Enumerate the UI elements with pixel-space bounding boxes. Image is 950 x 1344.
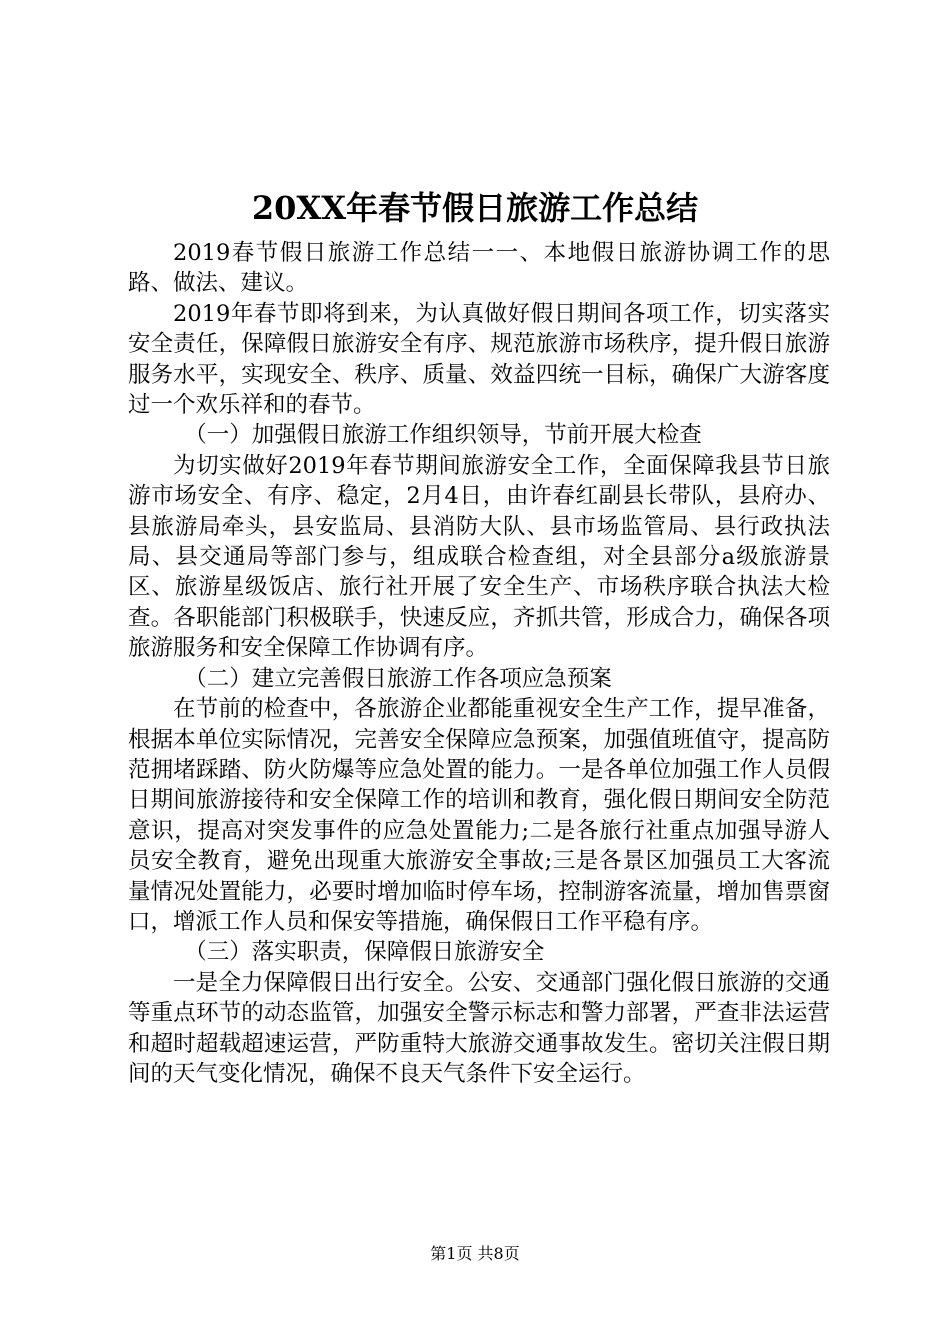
paragraph-section-3: 一是全力保障假日出行安全。公安、交通部门强化假日旅游的交通等重点环节的动态监管，加强安全警示标志和警力部署，严查非法运营和超时超载超速运营，严防重特大旅游交通事故发生。密切关注假日期间的天气变化情况，确保不良天气条件下安全运行。: [128, 969, 830, 1087]
section-heading-1: （一）加强假日旅游工作组织领导，节前开展大检查: [184, 422, 702, 449]
document-title: 20XX年春节假日旅游工作总结: [251, 189, 699, 227]
paragraph-section-1: 为切实做好2019年春节期间旅游安全工作，全面保障我县节日旅游市场安全、有序、稳定，2月4日，由许春红副县长带队，县府办、县旅游局牵头，县安监局、县消防大队、县市场监管局、县行政执法局、县交通局等部门参与，组成联合检查组，对全县部分a级旅游景区、旅游星级饭店、旅行社开展了安全生产、市场秩序联合执法大检查。各职能部门积极联手，快速反应，齐抓共管，形成合力，确保各项旅游服务和安全保障工作协调有序。: [128, 452, 830, 662]
paragraph-section-2: 在节前的检查中，各旅游企业都能重视安全生产工作，提早准备，根据本单位实际情况，完善安全保障应急预案，加强值班值守，提高防范拥堵踩踏、防火防爆等应急处置的能力。一是各单位加强工作人员假日期间旅游接待和安全保障工作的培训和教育，强化假日期间安全防范意识，提高对突发事件的应急处置能力;二是各旅行社重点加强导游人员安全教育，避免出现重大旅游安全事故;三是各景区加强员工大客流量情况处置能力，必要时增加临时停车场，控制游客流量，增加售票窗口，增派工作人员和保安等措施，确保假日工作平稳有序。: [128, 696, 830, 935]
document-body: [128, 238, 830, 1089]
paragraph-intro: 2019春节假日旅游工作总结一一、本地假日旅游协调工作的思路、做法、建议。: [128, 240, 830, 297]
section-heading-2: （二）建立完善假日旅游工作各项应急预案: [184, 665, 612, 692]
paragraph-background: 2019年春节即将到来，为认真做好假日期间各项工作，切实落实安全责任，保障假日旅游安全有序、规范旅游市场秩序，提升假日旅游服务水平，实现安全、秩序、质量、效益四统一目标，确保广大游客度过一个欢乐祥和的春节。: [128, 300, 830, 419]
section-heading-3: （三）落实职责，保障假日旅游安全: [184, 939, 545, 966]
page-number-footer: 第1页 共8页: [430, 1244, 520, 1263]
